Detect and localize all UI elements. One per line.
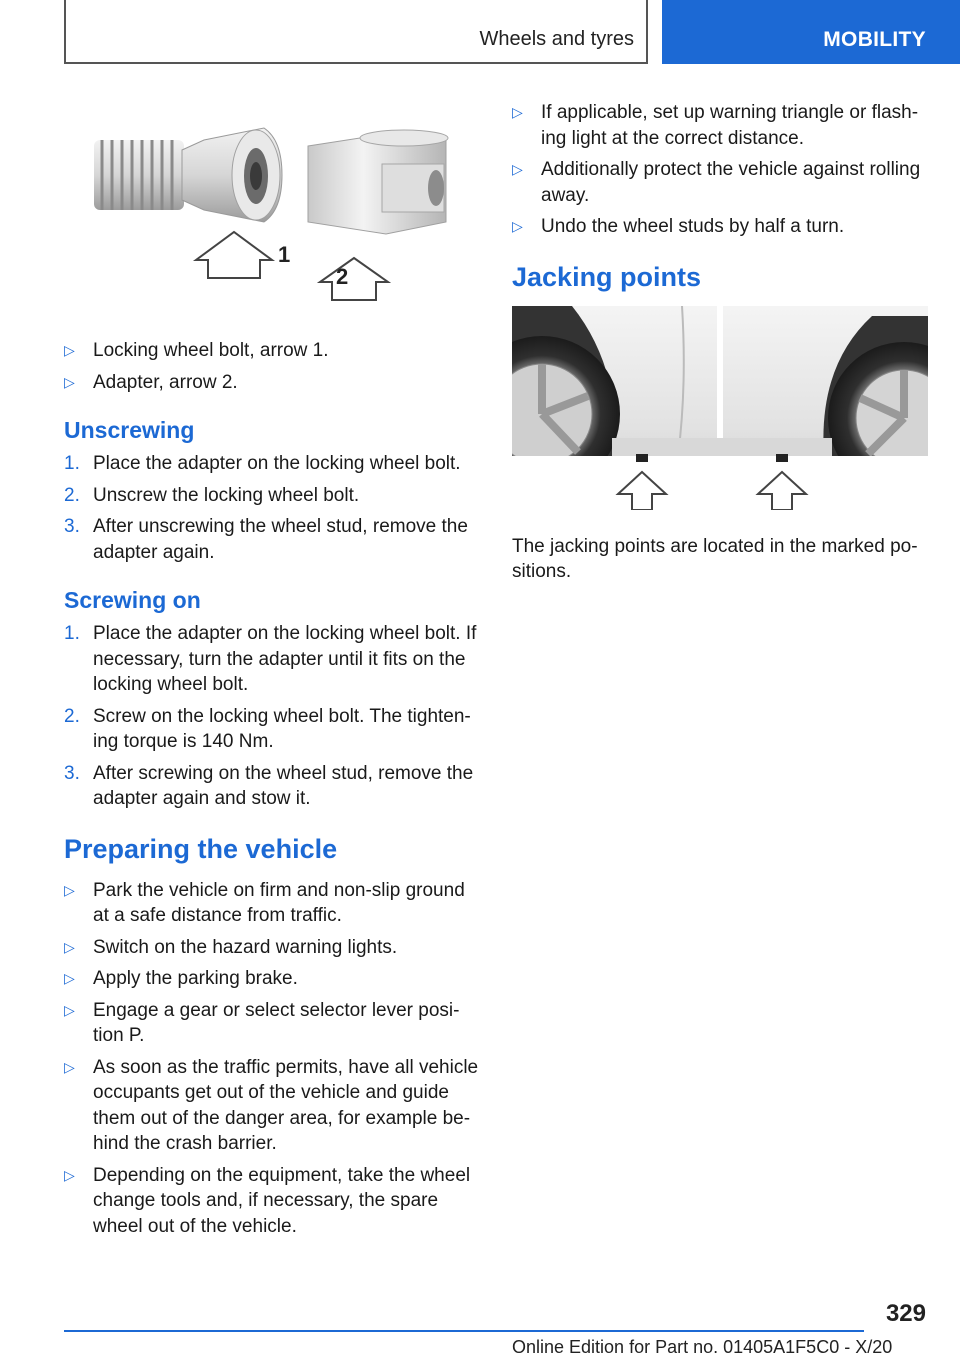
- adapter-shape: [308, 130, 448, 234]
- step-item: 2. Unscrew the locking wheel bolt.: [64, 484, 360, 506]
- step-item: 1. Place the adapter on the locking wheel bolt.: [64, 453, 461, 474]
- list-item: ▷ Switch on the hazard warning lights.: [64, 935, 480, 961]
- header-section-tab: [662, 0, 960, 64]
- unscrewing-steps: [64, 451, 480, 565]
- triangle-bullet-icon: ▷: [64, 938, 75, 955]
- left-column: [64, 110, 480, 1245]
- list-item: ▷ As soon as the traffic permits, have all vehicle occupants get out of the vehicle and guide them out of the danger area, for example be‐hind the crash barrier.: [64, 1056, 479, 1154]
- chapter-title: Wheels and tyres: [479, 28, 634, 50]
- list-item: ▷ If applicable, set up warning triangle or flash‐ing light at the correct distance.: [512, 102, 919, 149]
- list-item: ▷ Depending on the equipment, take the wheel change tools and, if necessary, the spare wheel out of the vehicle.: [64, 1164, 471, 1237]
- arrow-1-label: 1: [278, 242, 291, 267]
- preparing-vehicle-list: [64, 878, 480, 1240]
- arrow-2-shape: [320, 258, 388, 300]
- bolt-thread: [94, 140, 184, 210]
- jacking-points-heading: Jacking points: [512, 261, 702, 292]
- triangle-bullet-icon: ▷: [64, 1001, 75, 1018]
- step-item: 1. Place the adapter on the locking wheel bolt. If necessary, turn the adapter until it fits on the locking wheel bolt.: [64, 623, 477, 695]
- arrow-1-shape: [196, 232, 272, 278]
- step-item: 3. After unscrewing the wheel stud, remove the adapter again.: [64, 516, 468, 563]
- screwing-on-heading: Screwing on: [64, 587, 201, 613]
- page-number: 329: [885, 1300, 926, 1327]
- preparing-vehicle-heading: Preparing the vehicle: [64, 833, 338, 864]
- list-item: ▷ Locking wheel bolt, arrow 1.: [64, 338, 480, 364]
- jacking-points-caption: The jacking points are located in the marked po‐sitions.: [512, 535, 918, 582]
- step-item: 3. After screwing on the wheel stud, remove the adapter again and stow it.: [64, 762, 474, 809]
- triangle-bullet-icon: ▷: [512, 218, 523, 234]
- list-item: ▷ Apply the parking brake.: [64, 966, 480, 992]
- list-item: ▷ Additionally protect the vehicle against rolling away.: [512, 159, 921, 206]
- triangle-bullet-icon: ▷: [64, 1166, 75, 1183]
- triangle-bullet-icon: ▷: [512, 161, 523, 177]
- footer-divider: [64, 1330, 864, 1332]
- list-item: ▷ Adapter, arrow 2.: [64, 370, 480, 396]
- triangle-bullet-icon: ▷: [64, 970, 75, 986]
- locking-bolt-figure: [64, 110, 480, 310]
- triangle-bullet-icon: ▷: [512, 104, 523, 120]
- right-column: [512, 100, 928, 585]
- header-chapter-tab: [64, 0, 648, 64]
- triangle-bullet-icon: ▷: [64, 342, 75, 358]
- list-item: ▷ Undo the wheel studs by half a turn.: [512, 214, 928, 240]
- footer-edition-text: Online Edition for Part no. 01405A1F5C0 - X/20: [512, 1337, 893, 1357]
- triangle-bullet-icon: ▷: [64, 373, 75, 390]
- triangle-bullet-icon: ▷: [64, 881, 75, 898]
- triangle-bullet-icon: ▷: [64, 1058, 75, 1075]
- list-item: ▷ Engage a gear or select selector lever posi‐tion P.: [64, 999, 460, 1046]
- list-item: ▷ Park the vehicle on firm and non-slip ground at a safe distance from traffic.: [64, 879, 465, 926]
- unscrewing-heading: Unscrewing: [64, 417, 195, 443]
- step-item: 2. Screw on the locking wheel bolt. The tighten‐ing torque is 140 Nm.: [64, 705, 471, 752]
- locking-bolt-illustration: [64, 110, 480, 310]
- arrow-2-label: 2: [336, 264, 349, 289]
- figure-legend-list: [64, 338, 480, 395]
- section-title: MOBILITY: [823, 28, 926, 51]
- jacking-points-illustration: [512, 306, 928, 510]
- jacking-points-figure: [512, 306, 928, 510]
- preparing-vehicle-list-continued: [512, 100, 928, 240]
- screwing-on-steps: [64, 621, 480, 812]
